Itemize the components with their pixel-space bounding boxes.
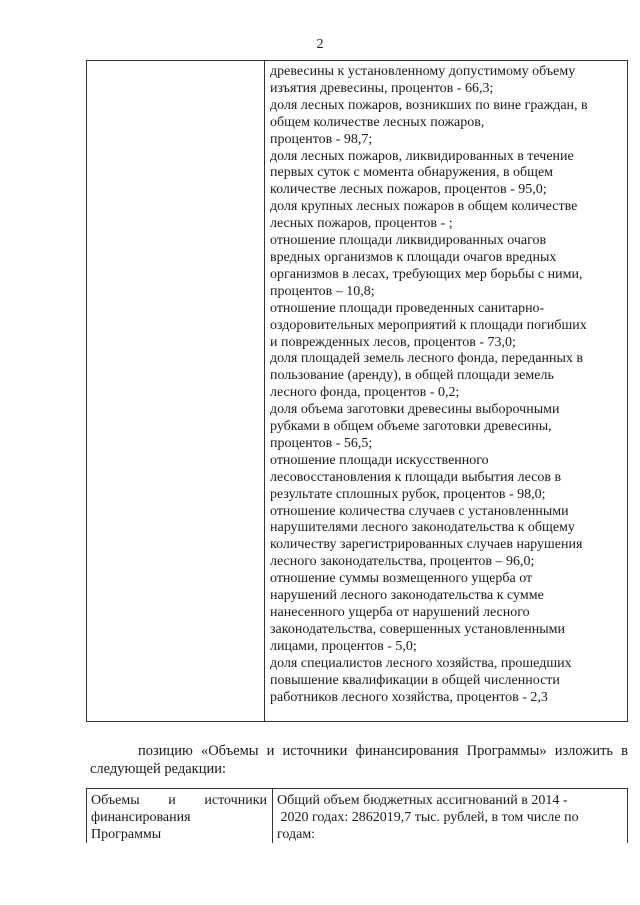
financing-value-cell [277, 792, 621, 843]
indicator-line: отношение количества случаев с установленными [270, 503, 569, 519]
table-column-divider [264, 61, 265, 721]
indicator-line: рубками в общем объеме заготовки древесины, [270, 419, 552, 435]
indicator-line: нарушений лесного законодательства к сумме [270, 588, 544, 604]
indicator-line: нарушителями лесного законодательства к общему [270, 520, 575, 536]
indicator-line: количестве лесных пожаров, процентов - 95,0; [270, 182, 547, 198]
indicator-line: пользование (аренду), в общей площади земель [270, 368, 554, 384]
indicator-line: лесного фонда, процентов - 0,2; [270, 385, 460, 401]
paragraph-line: позицию «Объемы и источники финансирования Программы» изложить в [138, 743, 628, 759]
indicator-line: первых суток с момента обнаружения, в общем [270, 165, 554, 181]
indicator-line: процентов - 98,7; [270, 131, 373, 147]
indicator-line: вредных организмов к площади очагов вредных [270, 249, 557, 265]
indicator-line: количеству зарегистрированных случаев нарушения [270, 537, 583, 553]
financing-value-line: 2020 годах: 2862019,7 тыс. рублей, в том числе по [277, 810, 579, 825]
indicator-line: лесных пожаров, процентов - ; [270, 216, 453, 232]
table-column-divider [272, 789, 273, 843]
financing-label-line: Программы [91, 827, 162, 842]
indicator-line: лицами, процентов - 5,0; [270, 638, 417, 654]
financing-value-line: годам: [277, 827, 316, 842]
indicator-line: доля лесных пожаров, ликвидированных в течение [270, 148, 574, 164]
indicator-line: лесовосстановления к площади выбытия лесов в [270, 469, 562, 485]
indicator-line: отношение суммы возмещенного ущерба от [270, 571, 533, 587]
financing-value-line: Общий объем бюджетных ассигнований в 2014 - [277, 793, 568, 808]
indicator-line: древесины к установленному допустимому объему [270, 64, 576, 79]
indicator-line: повышение квалификации в общей численности [270, 672, 560, 688]
indicator-line: доля специалистов лесного хозяйства, прошедших [270, 655, 572, 671]
indicator-line: оздоровительных мероприятий к площади погибших [270, 317, 587, 333]
financing-table [86, 788, 628, 843]
indicator-line: доля крупных лесных пожаров в общем количестве [270, 199, 578, 215]
financing-label-line: финансирования [91, 810, 191, 825]
indicator-line: общем количестве лесных пожаров, [270, 114, 485, 130]
indicator-line: работников лесного хозяйства, процентов - 2,3 [270, 689, 548, 705]
indicator-line: изъятия древесины, процентов - 66,3; [270, 80, 494, 96]
indicator-line: процентов – 10,8; [270, 283, 375, 299]
indicator-line: законодательства, совершенных установленными [270, 621, 565, 637]
indicator-line: отношение площади искусственного [270, 452, 489, 468]
financing-label-cell [91, 792, 267, 843]
indicator-line: доля объема заготовки древесины выборочными [270, 402, 560, 418]
indicator-line: нанесенного ущерба от нарушений лесного [270, 605, 530, 620]
page-number: 2 [316, 37, 324, 52]
indicator-line: результате сплошных рубок, процентов - 98,0; [270, 486, 546, 502]
indicator-line: лесного законодательства, процентов – 96,0; [270, 554, 535, 570]
indicator-line: доля лесных пожаров, возникших по вине граждан, в [270, 97, 588, 113]
indicators-table [86, 60, 628, 722]
indicator-line: отношение площади проведенных санитарно- [270, 300, 545, 316]
indicator-line: и поврежденных лесов, процентов - 73,0; [270, 334, 516, 350]
indicator-line: организмов в лесах, требующих мер борьбы с ними, [270, 266, 583, 282]
amendment-paragraph [90, 742, 628, 778]
paragraph-line: следующей редакции: [90, 761, 227, 777]
indicator-line: процентов - 56,5; [270, 435, 373, 451]
indicators-cell [270, 64, 621, 706]
financing-label-line: Объемы и источники [91, 793, 267, 808]
indicator-line: отношение площади ликвидированных очагов [270, 233, 547, 249]
indicator-line: доля площадей земель лесного фонда, переданных в [270, 351, 583, 367]
